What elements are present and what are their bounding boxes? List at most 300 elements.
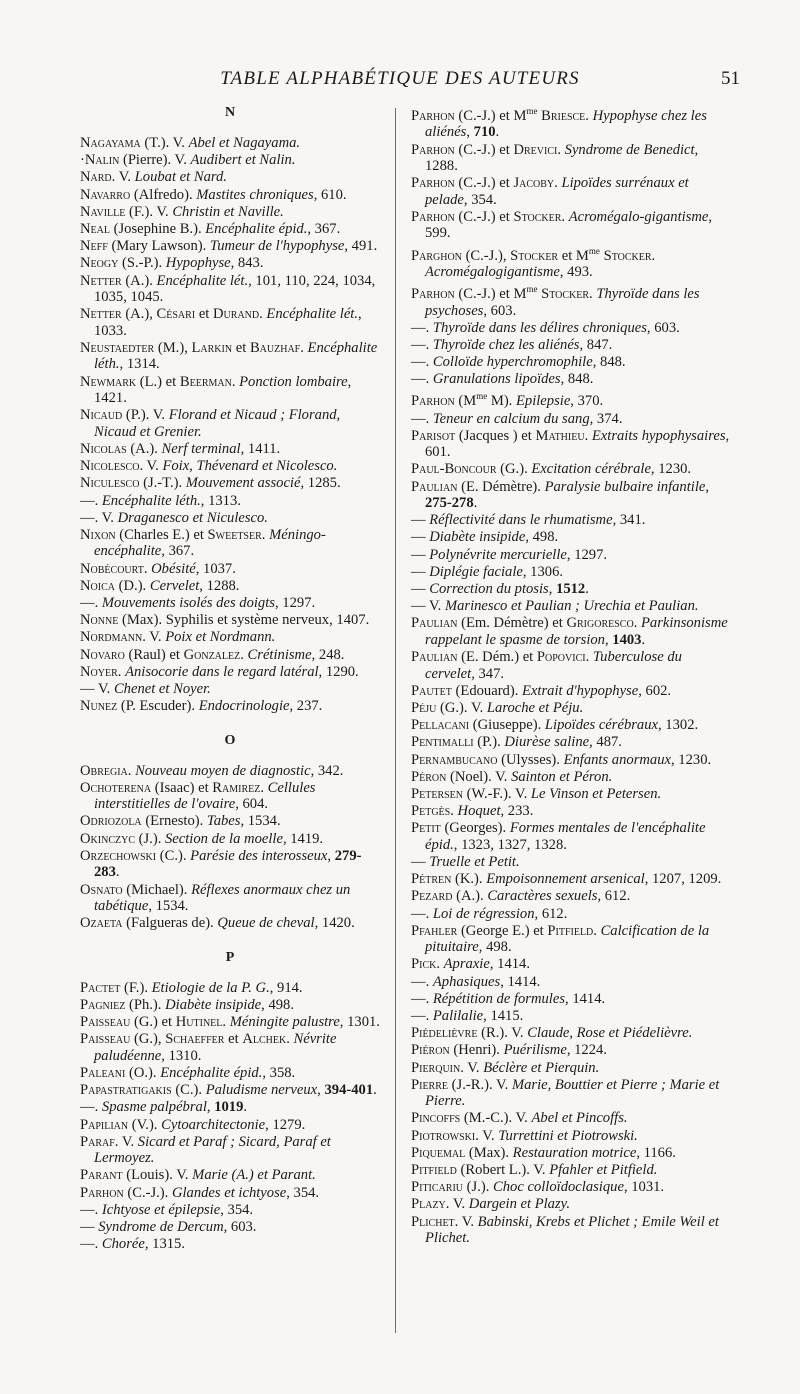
entry-text: — [80,1218,99,1235]
author-name: Briesce [541,107,586,124]
entry-title: Foix, Thévenard et Nicolesco. [162,458,338,475]
index-entry [411,1179,730,1196]
entry-text: , 848. [560,371,594,388]
entry-text: . [641,631,646,648]
index-entry [80,1099,380,1116]
author-name: Ochoterena [80,779,152,796]
entry-title: Encéphalite léth. [94,339,378,373]
author-name: Niculesco [80,475,140,492]
index-entry [411,615,730,648]
author-name: Paisseau [80,1031,131,1048]
entry-title: Poix et Nordmann. [165,629,276,646]
entry-text: (Henri). [453,1042,504,1059]
entry-text: , 1534. [148,898,189,914]
entry-text: (Noel). V. [450,768,512,785]
page-ref-bold: 394-401 [324,1082,374,1099]
entry-text: . [651,247,656,264]
entry-text: , 498. [261,996,294,1013]
index-entry [411,103,730,141]
index-entry [80,629,380,646]
entry-text: (Charles E.) et [119,526,208,543]
index-entry [411,752,730,769]
page-ref-bold: 1019 [214,1099,244,1116]
author-name: Pautet [411,682,452,699]
author-name: Pick [411,956,437,973]
left-column [80,103,380,1269]
index-entry [80,915,380,932]
index-entry [80,1134,380,1167]
entry-title: Florand et Nicaud ; Florand, Nicaud et Grenier. [94,407,341,440]
entry-text: , 487. [589,734,622,751]
index-entry [411,1162,730,1179]
entry-text: (C.-J.) et [458,175,514,192]
entry-text: , 1411. [240,440,281,457]
author-name: Nicolas [80,440,127,457]
index-entry [80,578,380,595]
author-name: Petgès [411,803,451,820]
entry-text: . V. [475,1127,499,1144]
entry-title: Acromégalogigantisme [425,263,560,280]
entry-text: (Georges). [444,820,510,837]
entry-text: (A.), [125,306,157,323]
entry-text: . [286,1031,294,1048]
entry-title: Hypophyse [165,255,231,272]
entry-text: , 1288. [425,141,699,175]
entry-text: (Jacques ) et [458,427,536,444]
index-entry [411,1042,730,1059]
author-name: Grigoresco [566,615,634,632]
author-name: Parant [80,1167,123,1184]
index-entry [411,512,730,529]
index-entry [411,1196,730,1213]
entry-title: Anisocorie dans le regard latéral [125,663,319,680]
entry-text: (Giuseppe). [472,717,545,734]
index-entry [411,1025,730,1042]
author-name: Neal [80,220,110,237]
entry-title: Tabes [206,813,241,830]
entry-title: Puérilisme [503,1042,567,1059]
entry-text: (J.). [138,830,165,847]
section-letter: P [225,949,235,965]
author-name: Nordmann [80,629,143,646]
entry-text: (L.) et [139,373,180,390]
author-name: Pitfield [411,1161,457,1178]
author-name: Stocker [513,208,562,225]
index-entry [80,831,380,848]
entry-text: . [473,495,478,512]
index-entry [80,763,380,780]
entry-title: Formes mentales de l'encéphalite épid. [425,820,706,853]
author-name: Nard [80,169,112,186]
entry-title: Turrettini et Piotrowski. [498,1127,638,1144]
entry-title: Glandes et ichtyose [171,1184,287,1201]
author-name: Novaro [80,646,125,663]
entry-text: (Falgueras de). [126,915,218,932]
index-entry [80,1185,380,1202]
index-entry [411,906,730,923]
entry-title: Restauration motrice [512,1144,637,1161]
author-name: Neff [80,238,108,255]
index-entry [411,281,730,319]
entry-text: . V. [111,169,135,186]
author-name: Paulian [411,615,458,632]
entry-text: (Mary Lawson). [111,238,210,255]
entry-text: (Raul) et [128,646,184,663]
entry-text: , 1037. [195,560,236,577]
entry-title: Calcification de la pituitaire [425,922,710,956]
entry-title: Encéphalite lét. [156,272,249,289]
entry-text: — [411,581,430,597]
entry-title: Répétition de formules [432,990,566,1007]
author-name: Parhon [411,107,455,124]
entry-text: . [231,373,240,390]
page-ref-bold: 710 [473,124,496,141]
entry-text: (P.). V. [125,407,169,424]
entry-title: Hoquet [457,803,501,820]
author-name: Piotrowski [411,1127,476,1144]
index-entry [411,769,730,786]
entry-text: , 358. [262,1064,296,1081]
entry-title: Aphasiques [432,973,501,990]
entry-text: (M [458,393,477,410]
entry-text: . [585,107,593,124]
entry-text: , 1207, 1209. [644,871,722,888]
entry-title: Marie (A.) et Parant. [192,1167,316,1184]
author-name: Parhon [411,208,455,225]
author-name: Stocker [541,286,590,303]
author-name: Paul-Boncour [411,461,497,478]
entry-title: Pfahler et Pitfield. [549,1161,658,1178]
entry-text: , [327,847,335,864]
author-name: Ozaeta [80,915,123,932]
author-name: Neogy [80,255,119,272]
entry-text: , 1297. [566,546,608,563]
entry-text: (Louis). V. [126,1167,193,1184]
author-name: Gonzalez [183,646,241,663]
page-number: 51 [721,68,740,89]
entry-text: . [240,646,248,663]
index-entry [80,273,380,306]
author-name: Netter [80,306,122,323]
entry-text: , 1534. [240,813,281,830]
entry-text: , 1302. [658,717,699,734]
entry-text: , 1414. [565,990,606,1007]
entry-text: et [198,306,214,323]
entry-text: . [584,427,592,444]
entry-text: , 604. [235,796,269,813]
index-entry [80,698,380,715]
entry-text: (R.). V. [481,1025,528,1042]
index-entry [80,980,380,997]
entry-text: —. [411,1007,433,1024]
index-entry [411,854,730,871]
column-divider [395,108,396,1333]
entry-text: (A.). [130,440,162,457]
entry-text: , [206,1099,215,1116]
author-name: Alchek [242,1031,287,1048]
index-entry [80,187,380,204]
entry-title: Teneur en calcium du sang [432,410,590,427]
entry-text: (M.), [157,339,192,356]
entry-title: Parésie des interosseux [190,847,328,864]
entry-title: Diabète insipide [165,996,262,1013]
author-name: Petersen [411,785,464,802]
index-entry [411,564,730,581]
entry-text: . V. [445,1196,469,1213]
entry-text: , 1288. [199,577,240,594]
entry-title: Nouveau moyen de diagnostic [135,762,311,779]
author-name: Beerman [179,373,232,390]
index-entry [411,649,730,682]
author-name: Netter [80,272,122,289]
author-name: Durand [213,306,260,323]
index-entry [80,306,380,339]
index-entry [411,956,730,973]
author-name: Piéron [411,1042,450,1059]
index-entry [411,717,730,734]
entry-text: , 1285. [300,475,341,492]
entry-text: —. [411,354,433,371]
entry-text: (C.-J.) et M [458,286,527,303]
entry-title: Nerf terminal [161,440,241,457]
entry-text: —. [411,336,433,353]
entry-text: . [436,956,444,973]
entry-text: . [554,175,562,192]
letter-section [80,948,380,1253]
entry-text: (G.). [500,461,532,478]
index-entry [411,354,730,371]
index-entry [411,529,730,546]
entry-text: . [557,141,565,158]
entry-text: , 493. [559,263,593,280]
entry-text: , 1033. [94,306,362,339]
entry-text: , 1314. [119,356,160,373]
author-name: Nagayama [80,135,141,151]
entry-text: , 601. [425,427,730,461]
letter-section [80,103,380,715]
author-name: Pétren [411,871,452,888]
index-entry [411,683,730,700]
author-name: Papastratigakis [80,1082,172,1099]
entry-title: Diplégie faciale [429,563,523,580]
author-name: Larkin [191,339,233,356]
author-name: Sweetser [207,526,262,543]
entry-text: et M [561,247,589,264]
index-entry [80,595,380,612]
entry-text: , 1230. [650,461,692,478]
entry-text: (Michael). [126,881,192,898]
entry-text: , 1301. [339,1014,380,1031]
entry-text: , 1290. [318,663,359,680]
entry-text: —. [80,594,102,611]
entry-text: . [561,208,569,225]
index-entry [411,243,730,281]
entry-text: . V. [142,629,166,646]
author-name: Popovici [536,649,586,666]
entry-text: (J.). [466,1179,494,1196]
author-name: Césari [156,306,196,323]
entry-text: me [476,391,488,402]
author-name: Pentimalli [411,734,474,751]
entry-text: , 848. [592,354,626,371]
entry-title: Méningite palustre [229,1014,340,1031]
entry-title: Christin et Naville. [172,203,284,220]
entry-text: (C.-J.). [127,1184,172,1201]
entry-text: , [604,631,613,648]
index-entry [411,598,730,615]
entry-text: , 1420. [314,915,355,932]
index-entry [80,458,380,475]
index-entry [411,1128,730,1145]
author-name: Bauzhaf [249,339,301,356]
entry-text: , 847. [579,336,613,353]
entry-title: Dargein et Plazy. [468,1196,570,1213]
entry-text: —. [80,1236,102,1253]
entry-title: Le Vinson et Petersen. [530,785,662,802]
entry-title: Mastites chroniques [196,186,314,203]
entry-title: Empoisonnement arsenical [486,871,645,888]
index-entry [80,1219,380,1236]
index-entry [411,888,730,905]
author-name: Nobécourt [80,560,144,577]
entry-text: (D.). [118,577,150,594]
entry-text: . [300,339,308,356]
entry-title: Granulations lipoïdes [432,371,561,388]
index-entry [411,411,730,428]
entry-text: , 367. [161,543,195,560]
author-name: Parhon [80,1184,124,1201]
index-entry [80,255,380,272]
author-name: Paraf [80,1133,115,1150]
entry-text: (Pierre). V. [122,152,191,169]
entry-text: (Ernesto). [145,813,207,830]
entry-text: — V. [411,598,445,615]
entry-title: Encéphalite lét. [266,306,359,323]
entry-text: , 1279. [265,1116,306,1133]
entry-text: (A.). [125,272,157,289]
index-entry [80,407,380,440]
entry-title: Spasme palpébral [101,1099,207,1116]
entry-text: —. [80,1201,102,1218]
index-entry [80,664,380,681]
index-entry [80,475,380,492]
index-entry [80,493,380,510]
index-entry [411,209,730,242]
entry-title: Caractères sexuels [487,888,598,905]
entry-text: —. [411,990,433,1007]
index-entry [411,337,730,354]
entry-text: — [411,512,430,529]
index-entry [80,612,380,629]
entry-text: — [411,563,430,580]
entry-title: Extraits hypophysaires [591,427,726,444]
entry-text: —. [80,492,102,509]
index-entry [80,527,380,560]
index-entry [80,848,380,881]
author-name: Parhon [411,286,455,303]
author-name: Schaeffer [165,1031,225,1048]
entry-text: (George E.) et [460,922,548,939]
entry-text: . [260,779,268,796]
entry-title: Draganesco et Niculesco. [117,509,268,526]
index-entry [80,1236,380,1253]
entry-title: Palilalie [432,1007,484,1024]
entry-text: me [588,245,600,256]
entry-title: Méningo-encéphalite [94,526,326,560]
index-entry [411,786,730,803]
entry-text: (J.-T.). [143,475,186,492]
entry-text: et [228,1031,243,1048]
entry-text: . [593,922,601,939]
entry-title: Sainton et Péron. [511,768,613,785]
entry-title: Enfants anormaux [563,751,671,768]
entry-text: (Robert L.). V. [460,1161,550,1178]
index-entry [80,135,380,152]
index-entry [411,581,730,598]
entry-text: . V. [460,1059,484,1076]
entry-text: (Isaac) et [154,779,213,796]
author-name: Nicaud [80,407,123,424]
index-entry [80,510,380,527]
entry-text: (T.). V. [144,135,189,151]
index-entry [80,169,380,186]
entry-text: , 370. [570,393,604,410]
entry-text: , 1421. [94,373,352,407]
entry-title: Babinski, Krebs et Plichet ; Emile Weil et Plichet. [425,1213,719,1246]
author-name: Pincoffs [411,1110,461,1127]
entry-text: , 603. [483,302,517,319]
author-name: Parhon [411,175,455,192]
author-name: Plichet [411,1213,455,1230]
index-entry [411,547,730,564]
author-name: Pierquin [411,1059,461,1076]
author-name: Piédelièvre [411,1025,478,1042]
entry-text: (G.). V. [440,699,487,716]
entry-text: , 843. [230,255,264,272]
index-entry [411,1060,730,1077]
entry-text: —. [411,973,433,990]
page-ref-bold: 279-283 [94,847,362,881]
running-title: TABLE ALPHABÉTIQUE DES AUTEURS [220,68,580,89]
entry-text: (W.-F.). V. [466,785,531,802]
entry-title: Sicard et Paraf ; Sicard, Paraf et Lermoyez. [94,1133,331,1167]
index-entry [80,238,380,255]
entry-text: . V. [454,1213,478,1230]
entry-text: . [117,663,126,680]
entry-title: Encéphalite épid. [205,220,308,237]
entry-text: , 603. [223,1218,257,1235]
index-entry [80,1117,380,1134]
entry-text: . V. [114,1133,138,1150]
entry-text: (C.-J.), [465,247,511,264]
entry-text: (Alfredo). [133,186,197,203]
author-name: Paisseau [80,1014,131,1031]
index-entry [411,428,730,461]
entry-text: — [411,853,430,870]
entry-title: Colloïde hyperchromophile [432,354,593,371]
index-entry [411,871,730,888]
index-entry [411,734,730,751]
entry-text: (P. Escuder). [120,698,199,715]
index-entry [80,561,380,578]
author-name: Pfahler [411,922,458,939]
entry-title: Marinesco et Paulian ; Urechia et Paulian. [444,598,699,615]
entry-title: Section de la moelle [165,830,283,847]
author-name: Pagniez [80,996,126,1013]
entry-text: me [526,284,538,295]
author-name: Mathieu [535,427,585,444]
author-name: Parghon [411,247,462,264]
